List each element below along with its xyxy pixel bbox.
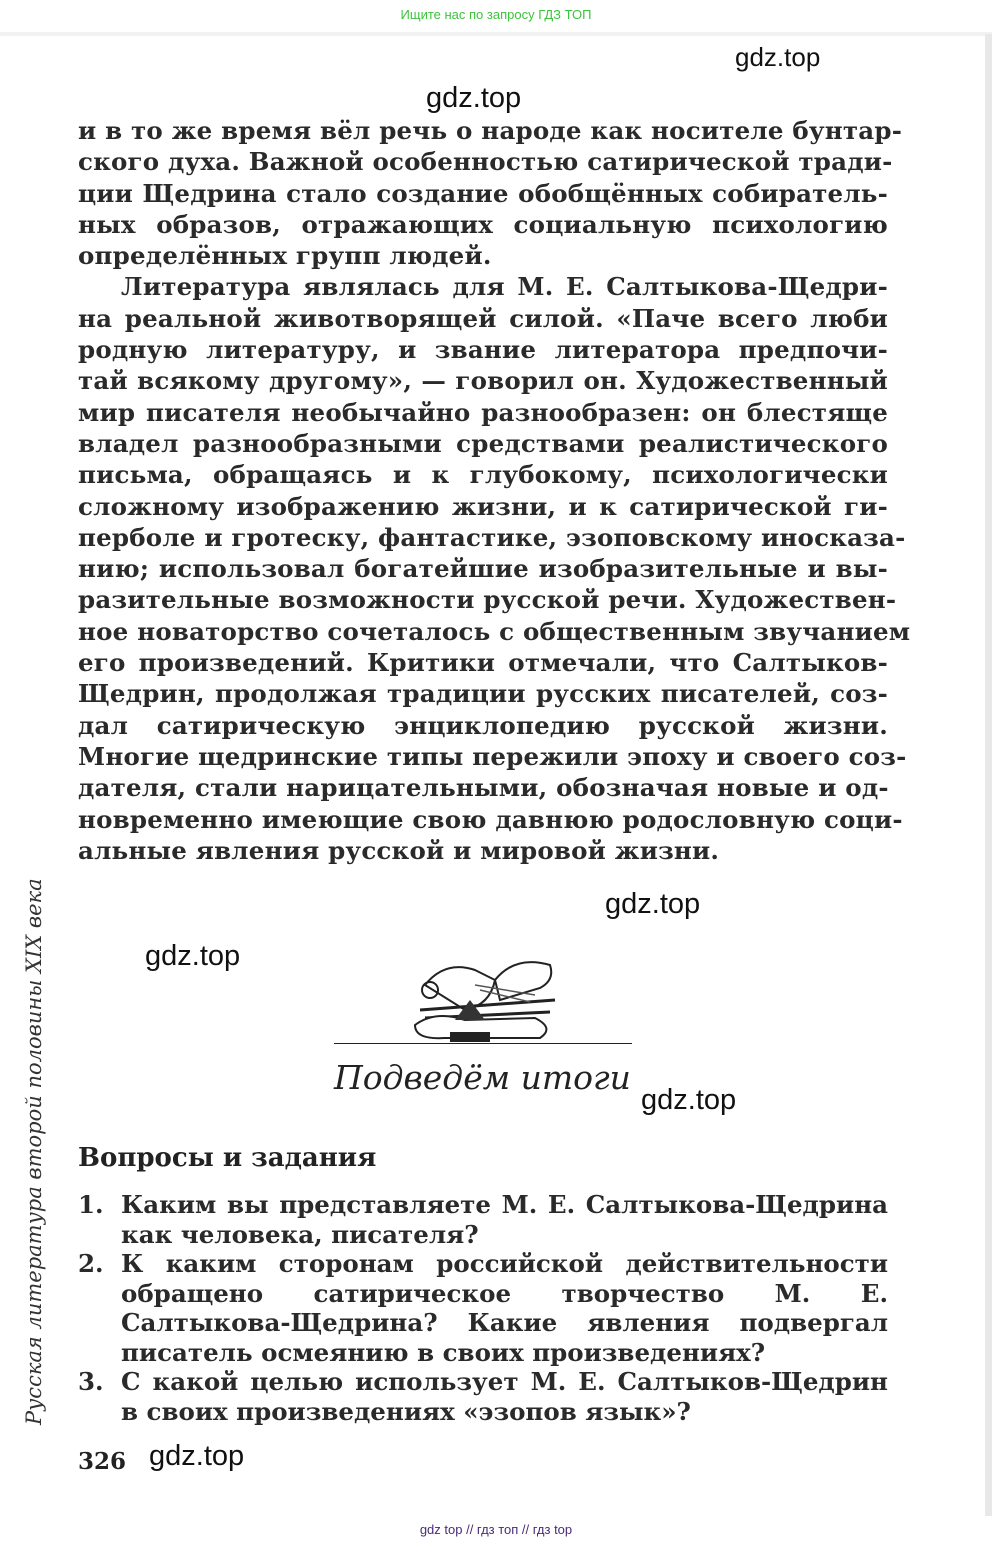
watermark: gdz.top: [145, 940, 241, 972]
divider: [334, 1043, 632, 1044]
question-text: К каким сторонам российской действительности обращено сатирическое творчество М. Е. Салтыкова-Щедрина? Какие явления подвергал писатель осмеянию в своих произведениях?: [121, 1249, 888, 1367]
question-text: С какой целью использует М. Е. Салтыков-Щедрин в своих произведениях «эзопов язык»?: [121, 1367, 888, 1426]
text-line: нию; использовал богатейшие изобразительные и вы-: [78, 554, 888, 584]
question-text: Каким вы представляете М. Е. Салтыкова-Щедрина как человека, писателя?: [121, 1190, 888, 1249]
text-line: Многие щедринские типы пережили эпоху и своего соз-: [78, 741, 907, 771]
text-line: новременно имеющие свою давнюю родословную соци-: [78, 804, 903, 834]
text-line: ных образов, отражающих социальную психологию: [78, 209, 888, 239]
running-title: Русская литература второй половины XIX века: [22, 878, 46, 1425]
question-item: [78, 1190, 888, 1249]
question-number: 2.: [78, 1249, 104, 1278]
text-line: и в то же время вёл речь о народе как носителе бунтар-: [78, 116, 903, 145]
questions-list: [78, 1190, 888, 1426]
text-line: разительные возможности русской речи. Художествен-: [78, 585, 897, 615]
watermark: gdz.top: [735, 42, 821, 72]
text-line: на реальной животворящей силой. «Паче всего люби: [78, 303, 888, 333]
text-line: ского духа. Важной особенностью сатирической тради-: [78, 147, 893, 177]
watermark: gdz.top: [149, 1440, 245, 1472]
text-line: его произведений. Критики отмечали, что Салтыков-: [78, 648, 888, 678]
section-title: Подведём итоги: [334, 1058, 631, 1097]
watermark: gdz.top: [426, 82, 522, 114]
text-line: владел разнообразными средствами реалистического: [78, 428, 888, 458]
body-text: [78, 115, 911, 866]
text-line: ное новаторство сочеталось с общественным звучанием: [78, 616, 911, 646]
text-line: Литература являлась для М. Е. Салтыкова-Щедри-: [121, 272, 888, 302]
top-banner[interactable]: Ищите нас по запросу ГДЗ ТОП: [400, 7, 592, 22]
text-line: сложному изображению жизни, и к сатирической ги-: [78, 491, 888, 521]
paragraph-2: [78, 271, 911, 866]
question-number: 1.: [78, 1190, 104, 1219]
text-line: ции Щедрина стало создание обобщённых собиратель-: [78, 178, 888, 208]
question-item: [78, 1367, 888, 1426]
text-line: письма, обращаясь и к глубокому, психологически: [78, 460, 888, 490]
watermark: gdz.top: [605, 888, 701, 920]
paragraph-1: [78, 115, 903, 271]
watermark: gdz.top: [641, 1084, 737, 1116]
text-line: дателя, стали нарицательными, обозначая новые и од-: [78, 773, 889, 803]
text-line: перболе и гротеску, фантастике, эзоповскому иносказа-: [78, 522, 906, 552]
question-item: [78, 1249, 888, 1367]
scroll-quill-icon: [405, 950, 560, 1045]
page-number: 326: [78, 1448, 127, 1475]
page-edge: [985, 34, 992, 1516]
text-line: тай всякому другому», — говорил он. Художественный: [78, 366, 888, 396]
question-number: 3.: [78, 1367, 104, 1396]
text-line: родную литературу, и звание литератора предпочи-: [78, 335, 888, 365]
text-line: альные явления русской и мировой жизни.: [78, 835, 720, 865]
footer-links[interactable]: gdz top // гдз топ // гдз top: [419, 1522, 573, 1537]
text-line: определённых групп людей.: [78, 241, 492, 271]
text-line: Щедрин, продолжая традиции русских писателей, соз-: [78, 679, 888, 709]
text-line: дал сатирическую энциклопедию русской жизни.: [78, 710, 888, 740]
text-line: мир писателя необычайно разнообразен: он блестяще: [78, 397, 888, 427]
questions-heading: Вопросы и задания: [78, 1143, 377, 1173]
